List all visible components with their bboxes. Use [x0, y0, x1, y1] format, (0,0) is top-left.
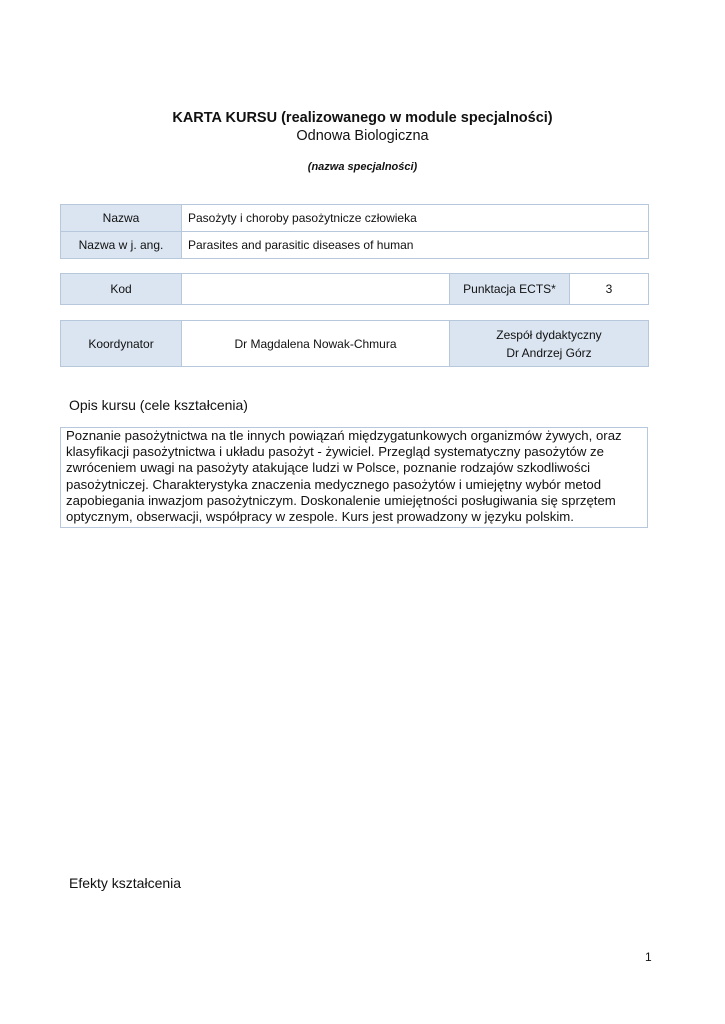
course-code-table: [60, 273, 649, 305]
document-title: KARTA KURSU (realizowanego w module specjalności): [172, 110, 553, 126]
course-name-en-value: Parasites and parasitic diseases of human: [182, 232, 649, 259]
course-name-table: [60, 204, 649, 259]
teaching-team-cell: [450, 321, 649, 367]
module-name: Odnowa Biologiczna: [296, 128, 429, 144]
table-row: [61, 274, 649, 305]
table-row: [61, 232, 649, 259]
course-name-label: Nazwa: [61, 205, 182, 232]
description-text: Poznanie pasożytnictwa na tle innych powiązań międzygatunkowych organizmów żywych, oraz klasyfikacji pasożytnictwa i układu pasożyt - żywiciel. Przegląd systematyczny pasożytów ze zwróceniem uwagi na pasożyty atakujące ludzi w Polsce, poznanie rodzajów szkodliwości pasożytniczej. Charakterystyka znaczenia medycznego pasożytów i umiejętny wybór metod zapobiegania inwazjom pasożytniczym. Doskonalenie umiejętności posługiwania się sprzętem optycznym, obserwacji, współpracy w zespole. Kurs jest prowadzony w języku polskim.: [60, 427, 648, 528]
ects-label: Punktacja ECTS*: [450, 274, 570, 305]
code-value: [182, 274, 450, 305]
table-row: [61, 205, 649, 232]
description-heading: Opis kursu (cele kształcenia): [69, 397, 248, 413]
ects-value: 3: [570, 274, 649, 305]
page-number: 1: [645, 950, 652, 964]
staff-table: [60, 320, 649, 367]
course-name-en-label: Nazwa w j. ang.: [61, 232, 182, 259]
teaching-team-label: Zespół dydaktyczny: [496, 327, 602, 342]
course-name-value: Pasożyty i choroby pasożytnicze człowieka: [182, 205, 649, 232]
effects-heading: Efekty kształcenia: [69, 875, 182, 891]
teaching-team-value: Dr Andrzej Górz: [506, 345, 592, 360]
coordinator-label: Koordynator: [61, 321, 182, 367]
table-row: [61, 321, 649, 367]
code-label: Kod: [61, 274, 182, 305]
coordinator-value: Dr Magdalena Nowak-Chmura: [182, 321, 450, 367]
specialty-note: (nazwa specjalności): [307, 161, 418, 173]
